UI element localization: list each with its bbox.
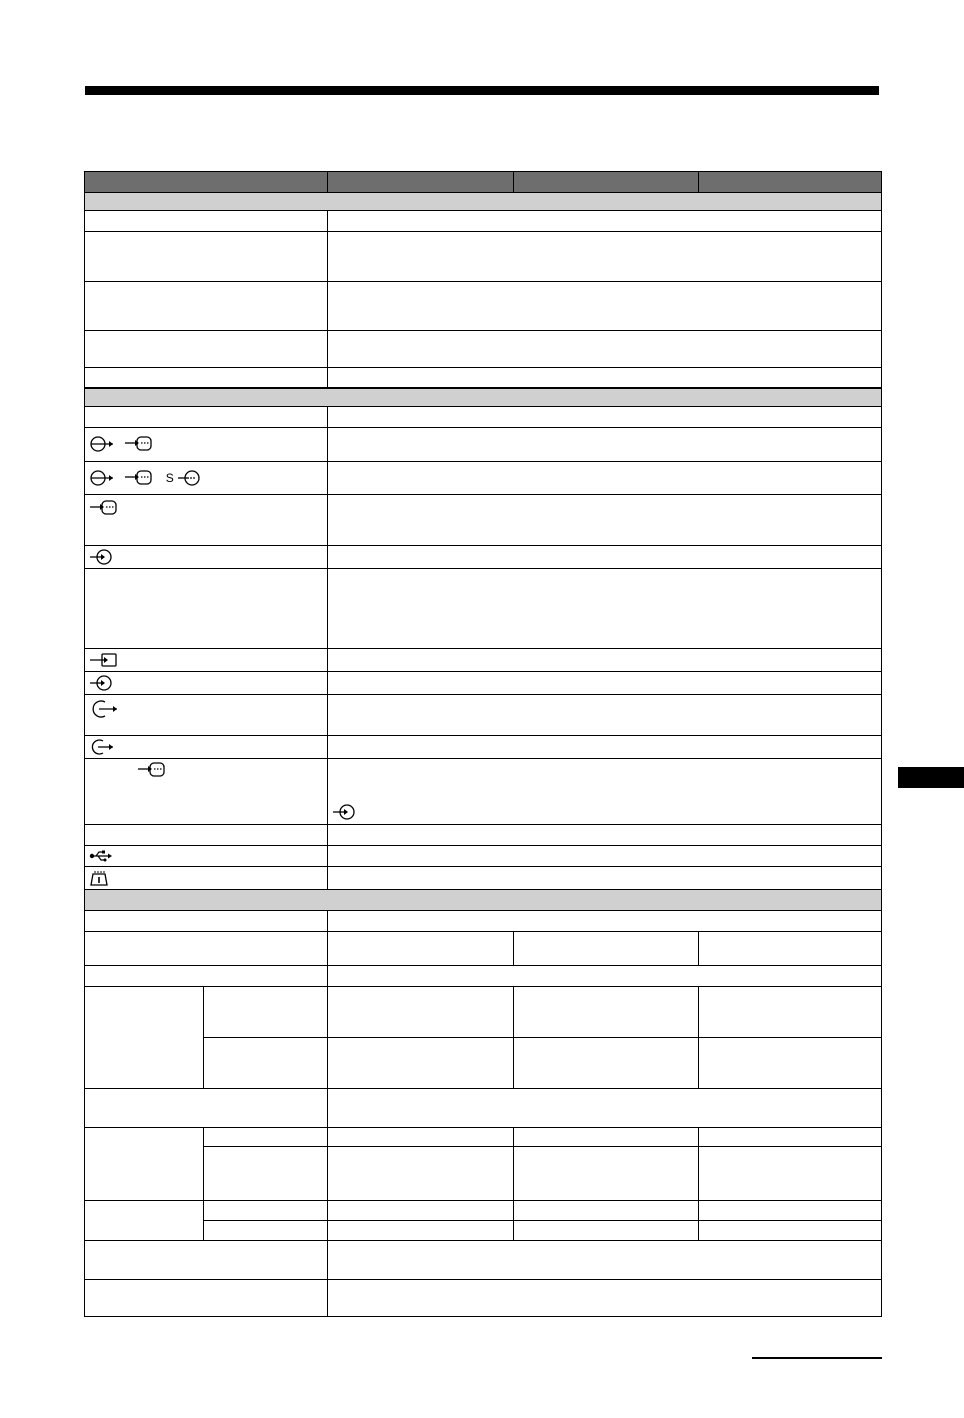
table-row [85, 866, 882, 889]
table-row [85, 986, 882, 1037]
terminal-label-cell [85, 671, 328, 694]
table-row [85, 461, 882, 494]
section-row-system [85, 193, 882, 211]
table-row [85, 427, 882, 461]
usb-icon [89, 849, 113, 863]
table-row [85, 282, 882, 331]
table-row [85, 1088, 882, 1127]
table-row [85, 1240, 882, 1279]
table-row [85, 1037, 882, 1088]
table-row [85, 568, 882, 648]
audio-input-icon [332, 803, 356, 821]
table-row [85, 1200, 882, 1220]
terminal-label-cell [85, 735, 328, 758]
header-cell-col-1 [328, 172, 514, 193]
table-row [85, 232, 882, 282]
terminal-label-cell [85, 545, 328, 568]
table-row [85, 910, 882, 931]
output-circle-icon [89, 738, 115, 756]
side-index-tab [898, 767, 964, 788]
table-row [85, 331, 882, 368]
video-input-icon [89, 499, 119, 517]
table-row [85, 406, 882, 427]
table-row [85, 545, 882, 568]
terminal-label-cell [85, 694, 328, 735]
audio-input-icon [89, 674, 113, 692]
header-cell-model [85, 172, 328, 193]
table-row [85, 845, 882, 866]
terminal-label-cell [85, 494, 328, 545]
table-row [85, 824, 882, 845]
terminal-value-cell [328, 758, 882, 824]
terminal-label-cell [85, 648, 328, 671]
table-row [85, 1220, 882, 1240]
footer-rule [752, 1357, 882, 1359]
table-row [85, 368, 882, 388]
table-row [85, 1279, 882, 1316]
table-row [85, 931, 882, 965]
terminal-label-cell [85, 866, 328, 889]
table-header-row [85, 172, 882, 193]
section-row-general [85, 889, 882, 910]
s-video-input-icon [177, 469, 201, 487]
terminal-label-cell [85, 427, 328, 461]
table-row [85, 758, 882, 824]
video-input-icon [124, 469, 154, 487]
header-cell-col-3 [699, 172, 882, 193]
header-cell-col-2 [514, 172, 699, 193]
section-row-terminals [85, 388, 882, 407]
spec-table [84, 171, 882, 1317]
video-input-icon [124, 435, 154, 453]
table-row [85, 965, 882, 986]
table-row [85, 694, 882, 735]
table-row [85, 1127, 882, 1146]
terminal-label-cell [85, 845, 328, 866]
table-row [85, 211, 882, 232]
audio-input-icon [89, 548, 113, 566]
table-row [85, 648, 882, 671]
table-row [85, 1146, 882, 1200]
video-input-icon [137, 761, 167, 779]
top-rule [85, 86, 879, 95]
output-circle-icon [89, 698, 119, 720]
s-video-letter: S [165, 470, 174, 485]
terminal-label-cell [85, 758, 328, 824]
table-row [85, 494, 882, 545]
in-out-arrow-icon [89, 435, 115, 453]
ci-slot-icon [89, 869, 109, 887]
terminal-label-cell [85, 461, 328, 494]
in-out-arrow-icon [89, 469, 115, 487]
video-input-icon [89, 651, 119, 669]
table-row [85, 671, 882, 694]
table-row [85, 735, 882, 758]
